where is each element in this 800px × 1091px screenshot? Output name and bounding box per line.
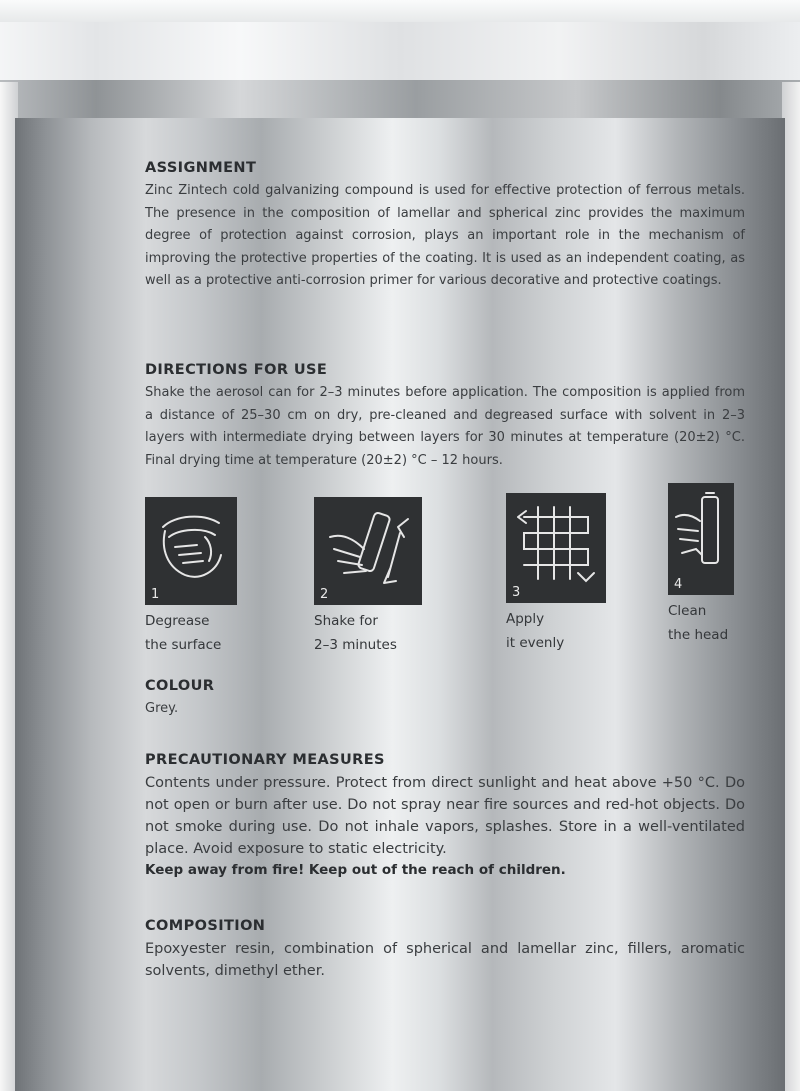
- step-4-box: [668, 483, 734, 595]
- colour-section: [145, 678, 745, 721]
- precautions-heading: PRECAUTIONARY MEASURES: [145, 752, 385, 768]
- spray-pattern-icon: [506, 493, 606, 603]
- assignment-heading: ASSIGNMENT: [145, 160, 257, 176]
- step-3-label: Apply it evenly: [506, 611, 565, 651]
- step-1-box: [145, 497, 237, 605]
- step-4: [668, 483, 734, 647]
- precautions-warning: Keep away from fire! Keep out of the reach of children.: [145, 862, 566, 878]
- cap-rim: [0, 0, 800, 22]
- step-2-box: [314, 497, 422, 605]
- step-3-number: 3: [512, 585, 521, 600]
- can-shoulder: [0, 80, 800, 120]
- assignment-text: Zinc Zintech cold galvanizing compound is used for effective protection of ferrous metals. The presence in the composition of lamellar and spherical zinc provides the maximum degree of protection against corrosion, plays an important role in the mechanism of improving the protective properties of the coating. It is used as an independent coating, as well as a protective anti-corrosion primer for various decorative and protective coatings.: [145, 183, 745, 288]
- colour-text: Grey.: [145, 701, 179, 716]
- composition-text: Epoxyester resin, combination of spherical and lamellar zinc, fillers, aromatic solvents, dimethyl ether.: [145, 941, 745, 979]
- directions-section: [145, 362, 745, 472]
- composition-section: [145, 918, 745, 982]
- step-2: [314, 497, 422, 657]
- step-3-box: [506, 493, 606, 603]
- colour-heading: COLOUR: [145, 678, 215, 694]
- precautions-section: [145, 752, 745, 878]
- composition-heading: COMPOSITION: [145, 918, 266, 934]
- step-3: [506, 493, 606, 655]
- precautions-text: Contents under pressure. Protect from direct sunlight and heat above +50 °C. Do not open or burn after use. Do not spray near fire sources and red-hot objects. Do not smoke during use. Do not inhale vapors, splashes. Store in a well-ventilated place. Avoid exposure to static electricity.: [145, 775, 745, 857]
- assignment-section: [145, 160, 745, 293]
- directions-text: Shake the aerosol can for 2–3 minutes before application. The composition is applied from a distance of 25–30 cm on dry, pre-cleaned and degreased surface with solvent in 2–3 layers with intermediate drying between layers for 30 minutes at temperature (20±2) °C. Final drying time at temperature (20±2) °C – 12 hours.: [145, 385, 745, 468]
- hand-shaking-can-icon: [314, 497, 422, 605]
- step-1-number: 1: [151, 587, 160, 602]
- step-2-label: Shake for 2–3 minutes: [314, 613, 397, 653]
- step-4-number: 4: [674, 577, 683, 592]
- step-2-number: 2: [320, 587, 329, 602]
- step-4-label: Clean the head: [668, 603, 729, 643]
- step-1-label: Degrease the surface: [145, 613, 222, 653]
- directions-heading: DIRECTIONS FOR USE: [145, 362, 328, 378]
- can-cap: [0, 0, 800, 84]
- step-1: [145, 497, 237, 657]
